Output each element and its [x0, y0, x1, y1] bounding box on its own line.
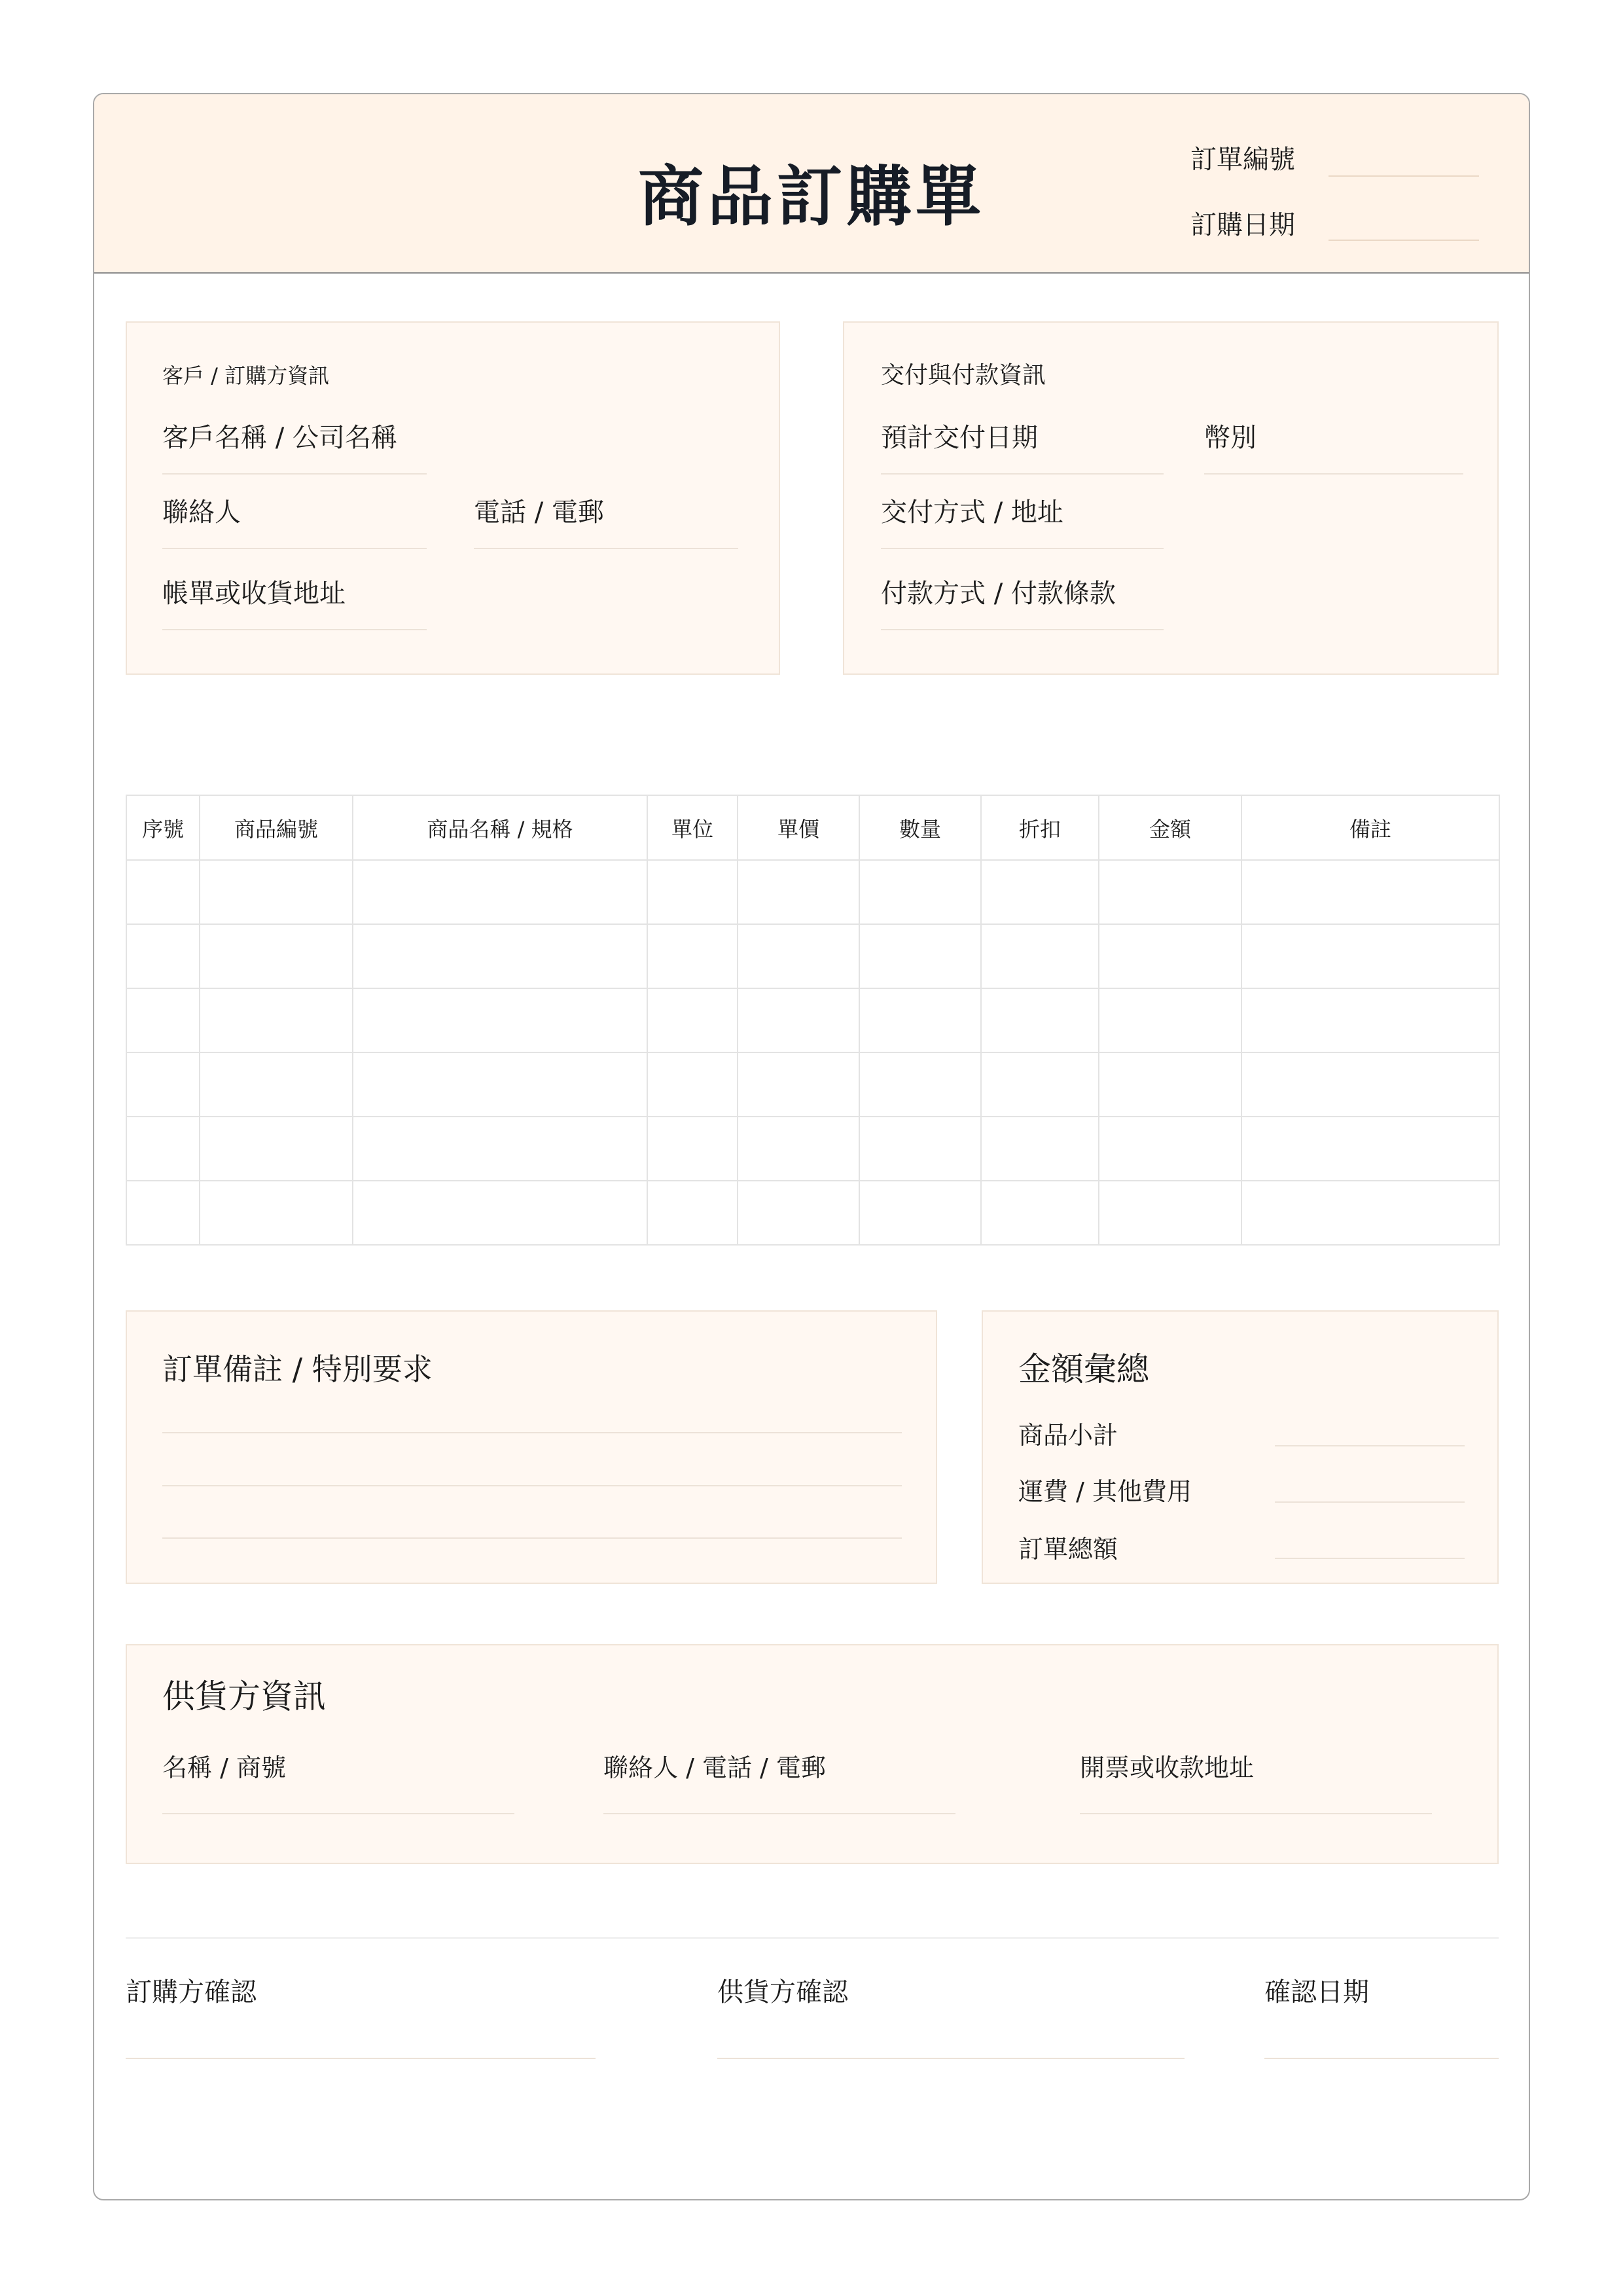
- delivery-panel: [843, 321, 1499, 675]
- table-cell[interactable]: [647, 924, 738, 988]
- table-row: [126, 924, 1499, 988]
- order-form-page: [93, 93, 1530, 2200]
- address-label: 帳單或收貨地址: [162, 579, 346, 609]
- table-cell[interactable]: [1099, 1181, 1241, 1245]
- table-cell[interactable]: [200, 924, 353, 988]
- buyer-confirm-label: 訂購方確認: [126, 1977, 257, 2007]
- customer-heading: 客戶 / 訂購方資訊: [162, 363, 330, 388]
- notes-line-3[interactable]: [162, 1537, 902, 1539]
- table-cell[interactable]: [200, 1181, 353, 1245]
- table-cell[interactable]: [981, 988, 1099, 1052]
- table-cell[interactable]: [1241, 1181, 1499, 1245]
- col-header-name: 商品名稱 / 規格: [353, 795, 647, 860]
- table-cell[interactable]: [859, 1052, 981, 1117]
- supplier-heading: 供貨方資訊: [162, 1677, 326, 1715]
- customer-name-field[interactable]: [162, 473, 427, 475]
- table-cell[interactable]: [647, 860, 738, 924]
- table-row: [126, 1052, 1499, 1117]
- supplier-confirm-label: 供貨方確認: [717, 1977, 848, 2007]
- table-cell[interactable]: [859, 860, 981, 924]
- col-header-unit: 單位: [647, 795, 738, 860]
- payment-label: 付款方式 / 付款條款: [881, 579, 1116, 609]
- delivery-heading: 交付與付款資訊: [881, 362, 1046, 389]
- supplier-address-label: 開票或收款地址: [1080, 1753, 1255, 1782]
- confirm-date-label: 確認日期: [1264, 1977, 1369, 2007]
- customer-panel: [126, 321, 780, 675]
- table-cell[interactable]: [353, 988, 647, 1052]
- delivery-method-field[interactable]: [881, 548, 1164, 549]
- table-cell[interactable]: [126, 1181, 200, 1245]
- table-row: [126, 860, 1499, 924]
- table-cell[interactable]: [1241, 1117, 1499, 1181]
- supplier-contact-label: 聯絡人 / 電話 / 電郵: [603, 1753, 826, 1782]
- table-cell[interactable]: [353, 860, 647, 924]
- table-cell[interactable]: [647, 1117, 738, 1181]
- table-cell[interactable]: [126, 988, 200, 1052]
- notes-line-1[interactable]: [162, 1432, 902, 1433]
- col-header-index: 序號: [126, 795, 200, 860]
- order-total-field[interactable]: [1275, 1558, 1465, 1559]
- table-cell[interactable]: [981, 1052, 1099, 1117]
- table-cell[interactable]: [859, 1181, 981, 1245]
- table-cell[interactable]: [738, 988, 859, 1052]
- totals-heading: 金額彙總: [1018, 1350, 1149, 1388]
- table-cell[interactable]: [981, 1181, 1099, 1245]
- col-header-discount: 折扣: [981, 795, 1099, 860]
- table-cell[interactable]: [126, 1052, 200, 1117]
- phone-label: 電話 / 電郵: [474, 497, 604, 528]
- table-cell[interactable]: [353, 1117, 647, 1181]
- table-cell[interactable]: [1099, 924, 1241, 988]
- table-cell[interactable]: [738, 1181, 859, 1245]
- table-cell[interactable]: [1099, 1052, 1241, 1117]
- table-cell[interactable]: [647, 1181, 738, 1245]
- table-cell[interactable]: [859, 1117, 981, 1181]
- order-date-field[interactable]: [1329, 240, 1479, 241]
- table-cell[interactable]: [647, 988, 738, 1052]
- order-no-label: 訂單編號: [1190, 145, 1295, 175]
- table-cell[interactable]: [126, 1117, 200, 1181]
- table-cell[interactable]: [200, 1117, 353, 1181]
- table-row: [126, 988, 1499, 1052]
- table-cell[interactable]: [1241, 1052, 1499, 1117]
- contact-label: 聯絡人: [162, 497, 241, 528]
- buyer-signature-field[interactable]: [126, 2058, 596, 2059]
- form-title: 商品訂購單: [638, 158, 985, 235]
- delivery-date-label: 預計交付日期: [881, 423, 1038, 453]
- delivery-date-field[interactable]: [881, 473, 1164, 475]
- table-cell[interactable]: [981, 860, 1099, 924]
- signature-divider: [126, 1937, 1499, 1939]
- delivery-method-label: 交付方式 / 地址: [881, 497, 1063, 528]
- table-cell[interactable]: [981, 924, 1099, 988]
- phone-field[interactable]: [474, 548, 738, 549]
- table-cell[interactable]: [1099, 1117, 1241, 1181]
- totals-panel: [982, 1310, 1499, 1584]
- table-cell[interactable]: [353, 1052, 647, 1117]
- table-cell[interactable]: [981, 1117, 1099, 1181]
- table-cell[interactable]: [738, 1117, 859, 1181]
- table-cell[interactable]: [200, 860, 353, 924]
- col-header-price: 單價: [738, 795, 859, 860]
- contact-field[interactable]: [162, 548, 427, 549]
- shipping-label: 運費 / 其他費用: [1018, 1477, 1192, 1506]
- table-cell[interactable]: [1099, 988, 1241, 1052]
- col-header-amount: 金額: [1099, 795, 1241, 860]
- table-cell[interactable]: [200, 1052, 353, 1117]
- table-cell[interactable]: [738, 860, 859, 924]
- table-cell[interactable]: [126, 860, 200, 924]
- table-cell[interactable]: [200, 988, 353, 1052]
- table-header-row: [126, 795, 1499, 860]
- table-cell[interactable]: [738, 1052, 859, 1117]
- table-cell[interactable]: [126, 924, 200, 988]
- order-no-field[interactable]: [1329, 175, 1479, 177]
- notes-heading: 訂單備註 / 特別要求: [162, 1352, 433, 1387]
- table-cell[interactable]: [859, 924, 981, 988]
- table-cell[interactable]: [353, 924, 647, 988]
- table-row: [126, 1181, 1499, 1245]
- table-row: [126, 1117, 1499, 1181]
- currency-field[interactable]: [1204, 473, 1463, 475]
- table-cell[interactable]: [1241, 988, 1499, 1052]
- table-cell[interactable]: [1241, 860, 1499, 924]
- currency-label: 幣別: [1204, 423, 1257, 453]
- table-cell[interactable]: [647, 1052, 738, 1117]
- order-date-label: 訂購日期: [1190, 210, 1295, 240]
- notes-panel: [126, 1310, 937, 1584]
- col-header-code: 商品編號: [200, 795, 353, 860]
- order-total-label: 訂單總額: [1018, 1535, 1118, 1564]
- items-table: [126, 795, 1500, 1246]
- customer-name-label: 客戶名稱 / 公司名稱: [162, 423, 397, 453]
- table-cell[interactable]: [859, 988, 981, 1052]
- supplier-name-field[interactable]: [162, 1813, 514, 1814]
- col-header-qty: 數量: [859, 795, 981, 860]
- supplier-panel: [126, 1644, 1499, 1864]
- table-cell[interactable]: [1241, 924, 1499, 988]
- supplier-signature-field[interactable]: [717, 2058, 1185, 2059]
- confirm-date-field[interactable]: [1264, 2058, 1499, 2059]
- col-header-remarks: 備註: [1241, 795, 1499, 860]
- supplier-contact-field[interactable]: [603, 1813, 955, 1814]
- form-header: [94, 94, 1529, 274]
- payment-field[interactable]: [881, 629, 1164, 630]
- table-cell[interactable]: [1099, 860, 1241, 924]
- address-field[interactable]: [162, 629, 427, 630]
- subtotal-label: 商品小計: [1018, 1421, 1118, 1450]
- notes-line-2[interactable]: [162, 1485, 902, 1486]
- table-cell[interactable]: [353, 1181, 647, 1245]
- table-cell[interactable]: [738, 924, 859, 988]
- shipping-field[interactable]: [1275, 1501, 1465, 1503]
- supplier-name-label: 名稱 / 商號: [162, 1753, 286, 1782]
- supplier-address-field[interactable]: [1080, 1813, 1432, 1814]
- subtotal-field[interactable]: [1275, 1445, 1465, 1446]
